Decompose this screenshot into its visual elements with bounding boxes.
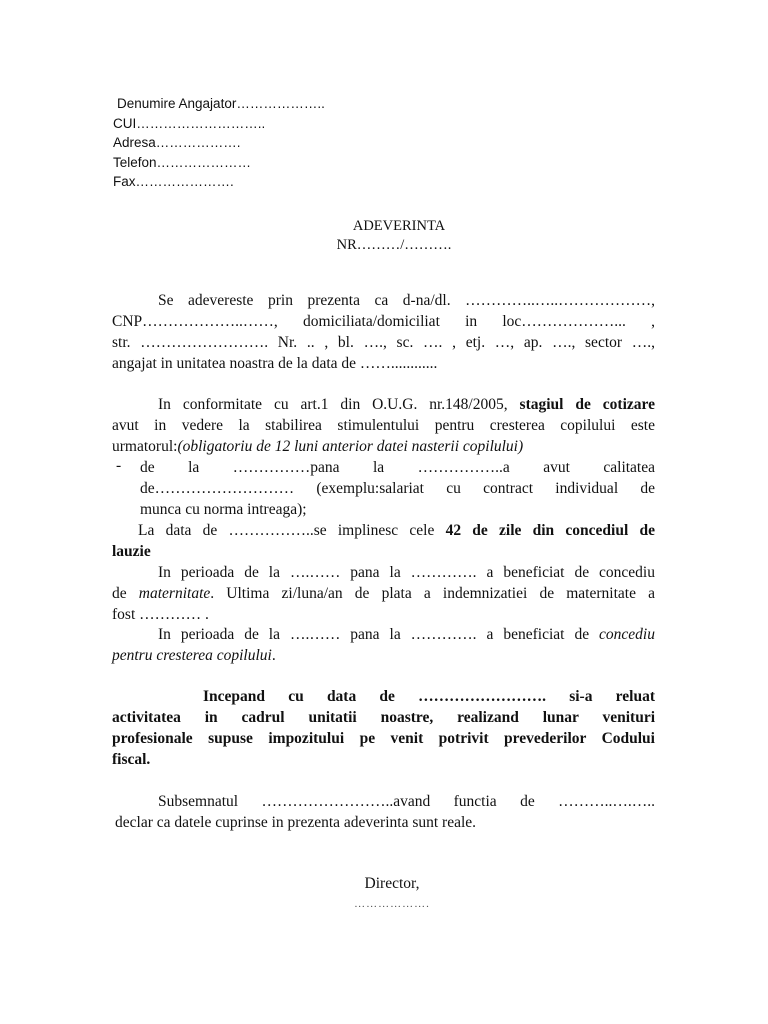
p2-line-3 [112, 436, 655, 457]
p4-de: de [112, 585, 139, 602]
paragraph-declaration [112, 791, 655, 833]
document-number: NR………/………. [336, 237, 452, 253]
p2-bold-text: stagiul de cotizare [519, 396, 656, 413]
p4-rest: . Ultima zi/luna/an de plata a indemnizatiei de maternitate a [210, 585, 655, 602]
p4-maternitate: maternitate [138, 585, 211, 602]
p2-line-1 [112, 394, 655, 415]
p3-line-1 [112, 520, 655, 541]
bullet-line-1: de la ……………pana la ……………..a avut calitatea [140, 459, 655, 476]
p5-italic: pentru cresterea copilului [112, 647, 272, 664]
paragraph-contribution [112, 394, 655, 457]
paragraph-identification [112, 290, 655, 374]
bullet-period [140, 457, 655, 520]
p3-bold-text: 42 de zile din concediul de [445, 522, 655, 539]
p3-line-2: lauzie [112, 543, 151, 560]
bullet-line-2: de……………………… (exemplu:salariat cu contract individual de [140, 480, 655, 497]
signature-line: ………………. [354, 898, 430, 910]
p2-italic-note: (obligatoriu de 12 luni anterior datei nasterii copilului) [177, 438, 524, 455]
paragraph-maternity-leave [112, 562, 655, 625]
paragraph-resumed-activity [112, 686, 655, 770]
p4-line-2 [112, 583, 655, 604]
signature-label: Director, [364, 875, 420, 892]
p2-line-2: avut in vedere la stabilirea stimulentului pentru cresterea copilului este [112, 417, 655, 434]
p4-line-3: fost ………… . [112, 606, 209, 623]
p2-text: In conformitate cu art.1 din O.U.G. nr.148/2005, [158, 396, 520, 413]
p5-text: In perioada de la ….…… pana la …………. a beneficiat de [158, 626, 600, 643]
address-line: Adresa………………. [113, 135, 241, 150]
p5-line-2 [112, 645, 655, 666]
phone-line: Telefon………………… [113, 154, 252, 170]
p7-line-2: declar ca datele cuprinse in prezenta adeverinta sunt reale. [115, 814, 477, 831]
p5-line-1 [112, 624, 655, 645]
p1-line-3: str. ……………………. Nr. .. , bl. …., sc. …. , etj. …, ap. …., sector …., [112, 334, 655, 351]
employer-name-line: Denumire Angajator……………….. [117, 96, 325, 111]
p4-line-1: In perioada de la ….…… pana la …………. a beneficiat de concediu [158, 564, 655, 581]
p6-line-4: fiscal. [112, 751, 151, 768]
p5-concediu: concediu [599, 626, 655, 643]
employer-header [113, 94, 325, 192]
paragraph-childcare-leave [112, 624, 655, 666]
p1-line-1: Se adevereste prin prezenta ca d-na/dl. …………..…..………………, [158, 292, 655, 309]
bullet-dash: - [116, 457, 122, 474]
p6-line-1: Incepand cu data de ……………………. si-a reluat [203, 688, 655, 705]
p7-line-1: Subsemnatul ……………………..avand functia de ………..….….. [158, 793, 655, 810]
p1-line-2: CNP………………..……, domiciliata/domiciliat in loc………………... , [112, 313, 655, 330]
p3-text: La data de ……………..se implinesc cele [138, 522, 446, 539]
p6-line-3: profesionale supuse impozitului pe venit potrivit prevederilor Codului [112, 730, 655, 747]
document-title: ADEVERINTA [352, 218, 446, 234]
p2-label: urmatorul: [112, 438, 178, 455]
paragraph-maternity-days [112, 520, 655, 562]
fax-line: Fax…………………. [113, 174, 234, 189]
p1-line-4: angajat in unitatea noastra de la data de ……............ [112, 355, 438, 372]
p6-line-2: activitatea in cadrul unitatii noastre, realizand lunar venituri [112, 709, 655, 726]
bullet-line-3: munca cu norma intreaga); [140, 501, 307, 518]
cui-line: CUI……………………….. [113, 115, 266, 131]
p5-period: . [271, 647, 276, 664]
